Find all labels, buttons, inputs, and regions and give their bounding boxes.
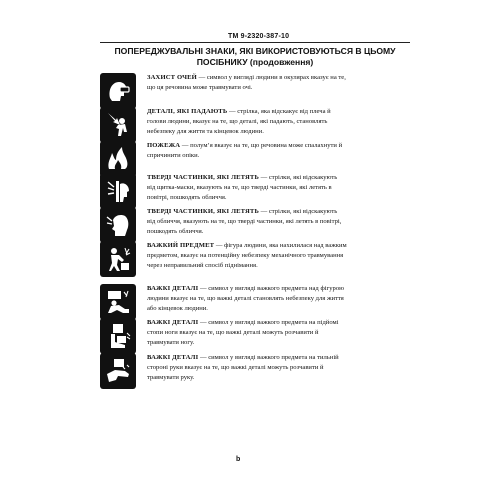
sign-term: ТВЕРДІ ЧАСТИНКИ, ЯКІ ЛЕТЯТЬ <box>147 208 259 215</box>
list-item <box>100 353 410 397</box>
sign-text: — символ у вигляді важкого предмета на підйомі стопи ноги вказує на те, що важкі деталі можуть розчавити й травмувати ногу. <box>147 319 339 346</box>
sign-text: — полум’я вказує на те, що речовина може спалахнути й спричинити опіки. <box>147 142 343 159</box>
sign-term: ЗАХИСТ ОЧЕЙ <box>147 74 197 81</box>
sign-text: — символ у вигляді людини в окулярах вказує на те, що ця речовина може травмувати очі. <box>147 74 346 91</box>
sign-text: — символ у вигляді важкого предмета над фігурою людини вказує на те, що важкі деталі становлять небезпеку для життя або кінцевок людини. <box>147 285 345 312</box>
heavy-parts-foot-icon <box>100 318 136 354</box>
header-rule <box>100 42 410 43</box>
heavy-parts-body-icon <box>100 284 136 320</box>
sign-description <box>147 241 347 271</box>
page-number: b <box>236 456 241 463</box>
sign-description <box>147 284 347 314</box>
heavy-object-icon <box>100 241 136 277</box>
sign-term: ВАЖКІ ДЕТАЛІ <box>147 285 199 292</box>
sign-description <box>147 107 347 137</box>
fire-icon <box>100 141 136 177</box>
sign-term: ДЕТАЛІ, ЯКІ ПАДАЮТЬ <box>147 108 228 115</box>
sign-description <box>147 318 347 348</box>
flying-particles-face-icon <box>100 207 136 243</box>
sign-text: — стрілки, які відскакують від щитка-маски, вказують на те, що тверді частинки, які летять в повітрі, пошкодять обличчя. <box>147 174 338 201</box>
sign-description <box>147 73 347 93</box>
list-item <box>100 241 410 285</box>
sign-term: ВАЖКІ ДЕТАЛІ <box>147 319 199 326</box>
sign-description <box>147 173 347 203</box>
sign-description <box>147 353 347 383</box>
sign-term: ПОЖЕЖА <box>147 142 181 149</box>
sign-term: ВАЖКИЙ ПРЕДМЕТ <box>147 242 215 249</box>
page-title: ПОПЕРЕДЖУВАЛЬНІ ЗНАКИ, ЯКІ ВИКОРИСТОВУЮТЬСЯ В ЦЬОМУ ПОСІБНИКУ (продовження) <box>114 46 396 67</box>
sign-term: ВАЖКІ ДЕТАЛІ <box>147 354 199 361</box>
sign-text: — стрілка, яка відскакує від плеча й голови людини, вказує на те, що деталі, які падають, становлять небезпеку для життя та кінцевок людини. <box>147 108 331 135</box>
sign-text: — символ у вигляді важкого предмета на тильній стороні руки вказує на те, що важкі деталі можуть розчавити й травмувати руку. <box>147 354 339 381</box>
document-number: ТМ 9-2320-387-10 <box>228 33 290 40</box>
sign-description <box>147 141 347 161</box>
sign-description <box>147 207 347 237</box>
falling-parts-icon <box>100 107 136 143</box>
sign-term: ТВЕРДІ ЧАСТИНКИ, ЯКІ ЛЕТЯТЬ <box>147 174 259 181</box>
heavy-parts-hand-icon <box>100 353 136 389</box>
flying-particles-mask-icon <box>100 173 136 209</box>
sign-text: — фігура людини, яка нахилилася над важким предметом, вказує на потенційну небезпеку механічного травмування через неправильний спосіб піднімання. <box>147 242 347 269</box>
sign-text: — стрілки, які відскакують від обличчя, вказують на те, що тверді частинки, які летять в повітрі, пошкодять обличчя. <box>147 208 342 235</box>
eye-protection-icon <box>100 73 136 109</box>
